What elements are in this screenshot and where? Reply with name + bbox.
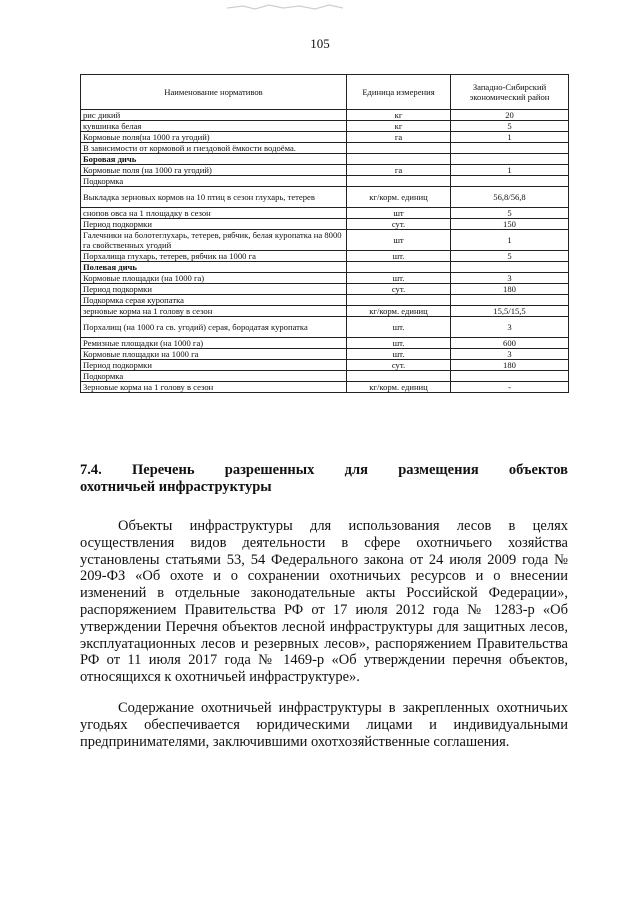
cell-name: Период подкормки xyxy=(81,219,347,230)
cell-value: 150 xyxy=(451,219,569,230)
table-row xyxy=(81,295,569,306)
table-row xyxy=(81,273,569,284)
cell-value: 180 xyxy=(451,360,569,371)
table-row xyxy=(81,262,569,273)
cell-name: Кормовые площадки на 1000 га xyxy=(81,349,347,360)
cell-unit: га xyxy=(347,165,451,176)
cell-name: Кормовые площадки (на 1000 га) xyxy=(81,273,347,284)
cell-name: рис дикий xyxy=(81,110,347,121)
cell-name: Подкормка xyxy=(81,176,347,187)
table-row xyxy=(81,284,569,295)
cell-unit: га xyxy=(347,132,451,143)
cell-unit xyxy=(347,176,451,187)
paragraph xyxy=(80,518,568,686)
table-row xyxy=(81,208,569,219)
table-body xyxy=(81,110,569,393)
cell-value: 5 xyxy=(451,121,569,132)
table-row xyxy=(81,382,569,393)
table-row xyxy=(81,176,569,187)
table-row xyxy=(81,306,569,317)
paragraph-text: Объекты инфраструктуры для использования лесов в целях осуществления видов деятельности в сфере охотничьего хозяйства установлены статьями 53, 54 Федерального закона от 24 июля 2009 года № 209-ФЗ «Об охоте и о сохранении охотничьих ресурсов и о внесении изменений в отдельные законодательные акты Российской Федерации», распоряжением Правительства РФ от 17 июля 2012 года № 1283-р «Об утверждении Перечня объектов лесной инфраструктуры для защитных лесов, эксплуатационных лесов и резервных лесов», распоряжением Правительства РФ от 11 июля 2017 года № 1469-р «Об утверждении перечня объектов, относящихся к охотничьей инфраструктуре». xyxy=(80,518,568,686)
header-region: Западно-Сибирский экономический район xyxy=(451,75,569,110)
norms-table xyxy=(80,74,569,393)
cell-unit: сут. xyxy=(347,219,451,230)
cell-value: - xyxy=(451,382,569,393)
cell-value: 15,5/15,5 xyxy=(451,306,569,317)
cell-unit: шт. xyxy=(347,317,451,338)
cell-unit xyxy=(347,262,451,273)
cell-unit: шт. xyxy=(347,251,451,262)
paragraph xyxy=(80,700,568,750)
cell-unit: шт. xyxy=(347,273,451,284)
cell-unit xyxy=(347,371,451,382)
cell-value: 1 xyxy=(451,230,569,251)
section-heading xyxy=(80,462,568,496)
cell-unit: сут. xyxy=(347,360,451,371)
cell-name: кувшинка белая xyxy=(81,121,347,132)
cell-unit xyxy=(347,154,451,165)
cell-value: 3 xyxy=(451,273,569,284)
cell-name: Порхалища глухарь, тетерев, рябчик на 1000 га xyxy=(81,251,347,262)
cell-name: Ремизные площадки (на 1000 га) xyxy=(81,338,347,349)
cell-name: зерновые корма на 1 голову в сезон xyxy=(81,306,347,317)
cell-value xyxy=(451,143,569,154)
cell-name: Период подкормки xyxy=(81,360,347,371)
cell-unit: шт xyxy=(347,208,451,219)
page-number: 105 xyxy=(310,36,330,51)
section-number: 7.4. xyxy=(80,462,102,478)
table-row xyxy=(81,251,569,262)
cell-name: Полевая дичь xyxy=(81,262,347,273)
cell-name: Галечники на болотеглухарь, тетерев, рябчик, белая куропатка на 8000 га свойственных угодий xyxy=(81,230,347,251)
table-row xyxy=(81,110,569,121)
cell-name: Боровая дичь xyxy=(81,154,347,165)
header-name: Наименование нормативов xyxy=(81,75,347,110)
section-word: Перечень xyxy=(132,462,195,478)
cell-unit: шт xyxy=(347,230,451,251)
cell-value: 5 xyxy=(451,208,569,219)
table-row xyxy=(81,360,569,371)
table-row xyxy=(81,338,569,349)
cell-name: В зависимости от кормовой и гнездовой ёмкости водоёма. xyxy=(81,143,347,154)
table-row xyxy=(81,154,569,165)
cell-name: Период подкормки xyxy=(81,284,347,295)
paragraph-text: Содержание охотничьей инфраструктуры в закрепленных охотничьих угодьях обеспечивается юридическими лицами и индивидуальными предпринимателями, заключившими охотхозяйственные соглашения. xyxy=(80,700,568,750)
table-row xyxy=(81,317,569,338)
cell-unit: кг/корм. единиц xyxy=(347,382,451,393)
cell-name: Подкормка xyxy=(81,371,347,382)
cell-value: 20 xyxy=(451,110,569,121)
cell-unit: кг xyxy=(347,121,451,132)
cell-unit: кг/корм. единиц xyxy=(347,306,451,317)
scan-artifact xyxy=(225,2,345,12)
cell-unit: сут. xyxy=(347,284,451,295)
cell-value: 600 xyxy=(451,338,569,349)
table-row xyxy=(81,219,569,230)
cell-unit: кг xyxy=(347,110,451,121)
section-word: разрешенных xyxy=(224,462,315,478)
header-unit: Единица измерения xyxy=(347,75,451,110)
table-header-row xyxy=(81,75,569,110)
table-row xyxy=(81,187,569,208)
section-word: размещения xyxy=(398,462,479,478)
table-row xyxy=(81,349,569,360)
table-row xyxy=(81,230,569,251)
cell-name: Зерновые корма на 1 голову в сезон xyxy=(81,382,347,393)
section-title-line2: охотничьей инфраструктуры xyxy=(80,479,272,495)
cell-unit xyxy=(347,143,451,154)
cell-value xyxy=(451,295,569,306)
cell-value: 3 xyxy=(451,349,569,360)
table-row xyxy=(81,371,569,382)
cell-value: 1 xyxy=(451,165,569,176)
cell-value: 1 xyxy=(451,132,569,143)
cell-value xyxy=(451,176,569,187)
cell-unit: шт. xyxy=(347,338,451,349)
cell-value: 3 xyxy=(451,317,569,338)
cell-name: снопов овса на 1 площадку в сезон xyxy=(81,208,347,219)
section-word: для xyxy=(344,462,368,478)
cell-name: Подкормка серая куропатка xyxy=(81,295,347,306)
cell-name: Порхалищ (на 1000 га св. угодий) серая, бородатая куропатка xyxy=(81,317,347,338)
section-word: объектов xyxy=(508,462,568,478)
table-row xyxy=(81,121,569,132)
cell-name: Выкладка зерновых кормов на 10 птиц в сезон глухарь, тетерев xyxy=(81,187,347,208)
cell-unit xyxy=(347,295,451,306)
cell-name: Кормовые поля (на 1000 га угодий) xyxy=(81,165,347,176)
cell-value: 5 xyxy=(451,251,569,262)
table-row xyxy=(81,132,569,143)
cell-value: 180 xyxy=(451,284,569,295)
cell-name: Кормовые поля(на 1000 га угодий) xyxy=(81,132,347,143)
cell-unit: кг/корм. единиц xyxy=(347,187,451,208)
table-row xyxy=(81,165,569,176)
cell-value xyxy=(451,262,569,273)
cell-value xyxy=(451,154,569,165)
cell-value: 56,8/56,8 xyxy=(451,187,569,208)
cell-value xyxy=(451,371,569,382)
cell-unit: шт. xyxy=(347,349,451,360)
table-row xyxy=(81,143,569,154)
